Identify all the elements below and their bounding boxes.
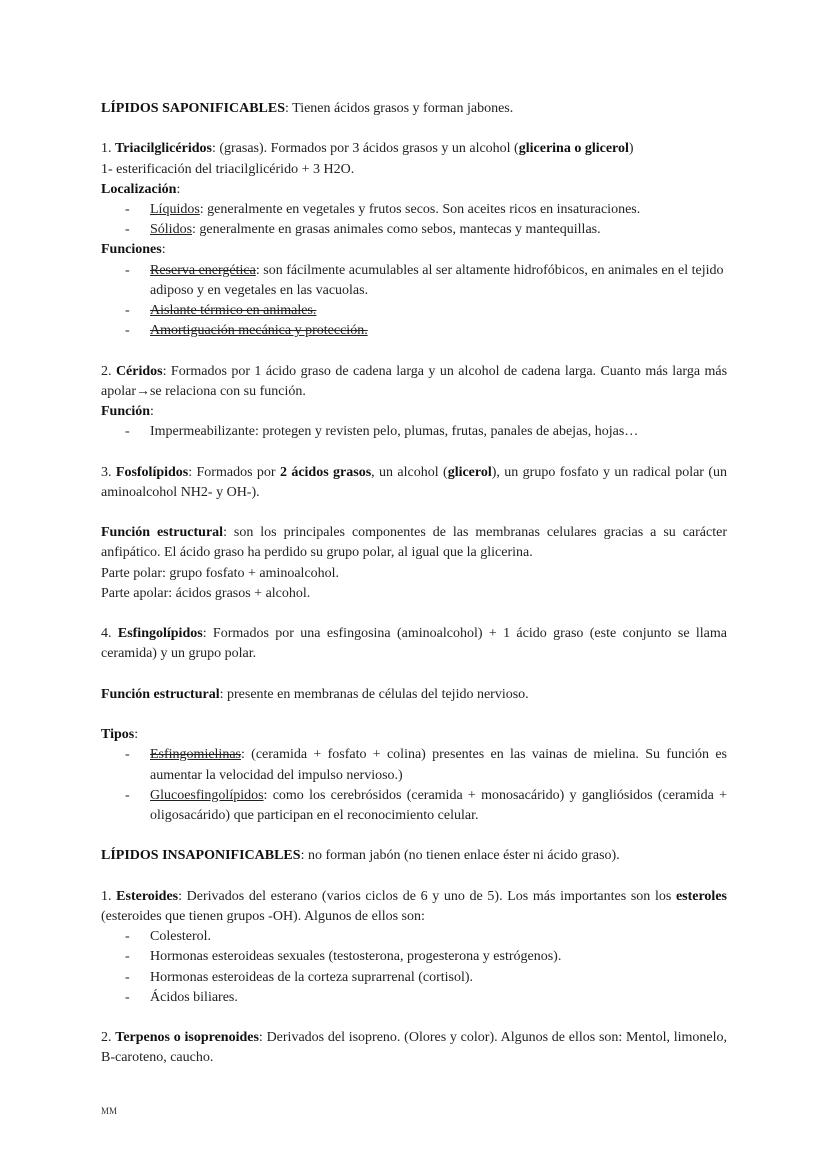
list-item: - Amortiguación mecánica y protección.: [101, 321, 727, 341]
list-item: - Sólidos: generalmente en grasas animales como sebos, mantecas y mantequillas.: [101, 220, 727, 240]
parte-polar: Parte polar: grupo fosfato + aminoalcohol.: [101, 565, 340, 581]
ceridos-funcion-label: Función:: [101, 404, 154, 420]
list-item: - Aislante térmico en animales.: [101, 301, 727, 321]
esteroides-intro: 1. Esteroides: Derivados del esterano (varios ciclos de 6 y uno de 5). Los más importantes son los esteroles (esteroides que tienen grupos -OH). Algunos de ellos son:: [101, 888, 727, 924]
esfingolipidos-funcion: Función estructural: presente en membranas de células del tejido nervioso.: [101, 686, 529, 702]
ceridos-list: [101, 422, 727, 442]
terpenos-intro: 2. Terpenos o isoprenoides: Derivados del isopreno. (Olores y color). Algunos de ellos son: Mentol, limonelo, B-caroteno, caucho.: [101, 1030, 728, 1066]
list-item: - Glucoesfingolípidos: como los cerebrósidos (ceramida + monosacárido) y gangliósidos (ceramida + oligosacárido) que participan en el reconocimiento celular.: [101, 786, 727, 826]
insaponificables-heading: LÍPIDOS INSAPONIFICABLES: no forman jabón (no tienen enlace éster ni ácido graso).: [101, 848, 620, 864]
esterificacion-line: 1- esterificación del triacilglicérido + 3 H2O.: [101, 161, 355, 177]
fosfolipidos-intro: 3. Fosfolípidos: Formados por 2 ácidos grasos, un alcohol (glicerol), un grupo fosfato y un radical polar (un aminoalcohol NH2- y OH-).: [101, 464, 728, 500]
tipos-label: Tipos:: [101, 727, 139, 743]
ceridos-intro: 2. Céridos: Formados por 1 ácido graso de cadena larga y un alcohol de cadena larga. Cuanto más larga más apolar→se relaciona con su función.: [101, 363, 728, 399]
list-item: - Hormonas esteroideas de la corteza suprarrenal (cortisol).: [101, 968, 727, 988]
fosfolipidos-funcion: Función estructural: son los principales componentes de las membranas celulares gracias a su carácter anfipático. El ácido graso ha perdido su grupo polar, al igual que la glicerina.: [101, 525, 727, 561]
saponificables-heading: LÍPIDOS SAPONIFICABLES: Tienen ácidos grasos y forman jabones.: [101, 101, 514, 116]
footer-initials: MM: [101, 1106, 118, 1116]
triacilgliceridos-intro: 1. Triacilglicéridos: (grasas). Formados por 3 ácidos grasos y un alcohol (glicerina o glicerol): [101, 141, 634, 157]
localizacion-label: Localización:: [101, 181, 181, 197]
localizacion-list: [101, 200, 727, 240]
list-item: - Ácidos biliares.: [101, 988, 727, 1008]
esteroides-list: [101, 927, 727, 1008]
list-item: - Hormonas esteroideas sexuales (testosterona, progesterona y estrógenos).: [101, 947, 727, 967]
list-item: - Impermeabilizante: protegen y revisten pelo, plumas, frutas, panales de abejas, hojas…: [101, 422, 727, 442]
document-body: [101, 99, 727, 1069]
list-item: - Líquidos: generalmente en vegetales y frutos secos. Son aceites ricos en insaturaciones.: [101, 200, 727, 220]
parte-apolar: Parte apolar: ácidos grasos + alcohol.: [101, 585, 311, 601]
tipos-list: [101, 745, 727, 826]
list-item: - Colesterol.: [101, 927, 727, 947]
list-item: - Reserva energética: son fácilmente acumulables al ser altamente hidrofóbicos, en animales en el tejido adiposo y en vegetales en las vacuolas.: [101, 261, 727, 301]
list-item: - Esfingomielinas: (ceramida + fosfato + colina) presentes en las vainas de mielina. Su función es aumentar la velocidad del impulso nervioso.): [101, 745, 727, 785]
esfingolipidos-intro: 4. Esfingolípidos: Formados por una esfingosina (aminoalcohol) + 1 ácido graso (este conjunto se llama ceramida) y un grupo polar.: [101, 626, 728, 662]
funciones-label: Funciones:: [101, 242, 166, 258]
funciones-list: [101, 261, 727, 342]
